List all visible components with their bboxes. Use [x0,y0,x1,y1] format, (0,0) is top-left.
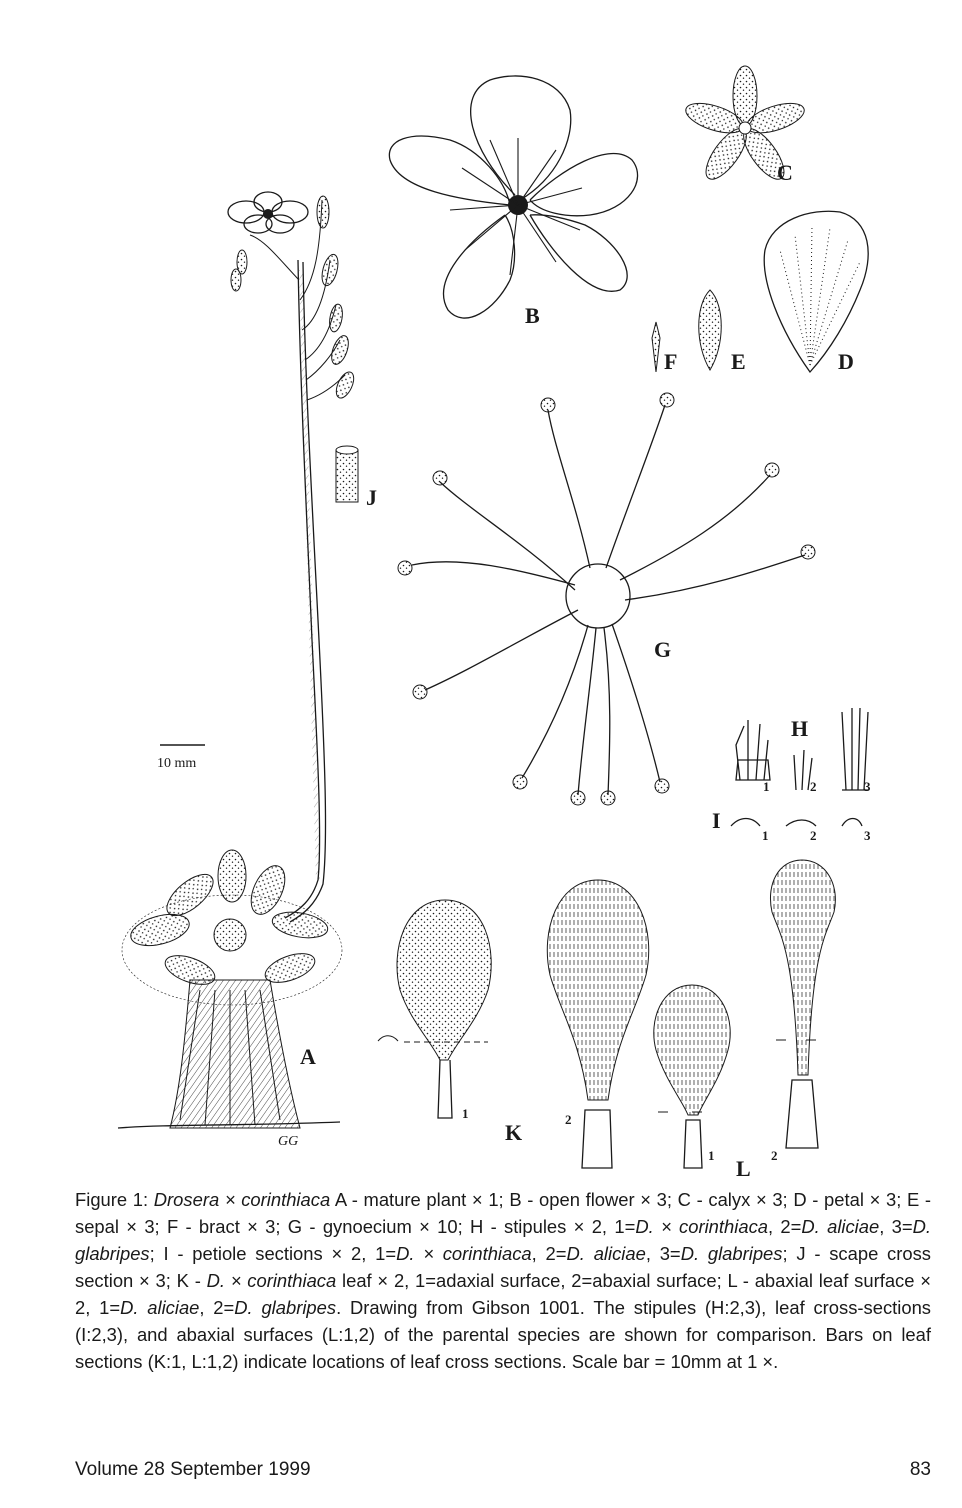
caption-i3-species: D. glabripes [680,1243,783,1264]
panel-label-k: K [505,1120,523,1145]
stipule-label-3: 3 [864,779,871,794]
petal-drawing [764,211,868,374]
caption-i1-species: D. × corinthiaca [396,1243,532,1264]
caption-separator: , 2= [531,1243,567,1264]
caption-h2-species: D. aliciae [801,1216,880,1237]
caption-text-part4: leaf × 2, 1=adaxial surface, 2=abaxial surface; L - abaxial leaf surface × 2, 1= [75,1270,931,1318]
caption-k1-species: D. × corinthiaca [206,1270,337,1291]
caption-figure-label: Figure 1: [75,1189,154,1210]
stipules-drawing [736,708,871,794]
page-number: 83 [909,1459,931,1480]
caption-text-part3: ; J - scape cross section × 3; K - [75,1243,931,1291]
caption-text-part2: ; I - petiole sections × 2, 1= [149,1243,397,1264]
open-flower-drawing [389,76,637,328]
caption-separator: , 2= [768,1216,802,1237]
caption-separator: , 3= [645,1243,681,1264]
journal-info: Volume 28 September 1999 [75,1459,311,1480]
caption-i2-species: D. aliciae [566,1243,646,1264]
panel-label-f: F [664,349,678,374]
leaf-k-drawings [378,880,649,1168]
leaf-k1-label: 1 [462,1106,469,1121]
caption-separator: , 3= [879,1216,913,1237]
artist-signature: GG [278,1134,299,1149]
caption-text-part1: A - mature plant × 1; B - open flower × 3; C - calyx × 3; D - petal × 3; E - sepal × 3; F - bract × 3; G - gynoecium × 10; H - stipules × 2, 1= [75,1189,931,1237]
panel-label-e: E [731,349,746,374]
panel-label-d: D [838,349,854,374]
petiole-sections-drawing [712,808,871,843]
leaf-l1-label: 1 [708,1148,715,1163]
scale-bar [157,745,205,771]
gynoecium-drawing [398,393,815,805]
stipule-label-2: 2 [810,779,817,794]
caption-l1-species: D. aliciae [120,1297,200,1318]
caption-species-name: Drosera × corinthiaca [153,1189,331,1210]
panel-label-c: C [777,160,793,185]
leaf-l2-glabripes [770,860,835,1163]
mature-plant-drawing [118,192,357,1149]
leaf-l2-label: 2 [771,1148,778,1163]
caption-l2-species: D. glabripes [234,1297,337,1318]
caption-separator: , 2= [199,1297,235,1318]
calyx-drawing [682,66,807,185]
panel-label-g: G [654,637,672,662]
petiole-label-2: 2 [810,828,817,843]
leaf-k2-abaxial [547,880,648,1168]
caption-h1-species: D. × corinthiaca [635,1216,768,1237]
leaf-k1-adaxial [378,900,491,1121]
sepal-drawing [699,290,746,374]
bract-drawing [652,322,677,374]
petiole-label-1: 1 [762,828,769,843]
panel-label-a: A [300,1044,316,1069]
panel-label-b: B [525,303,540,328]
scape-cross-section-drawing [336,446,377,510]
petiole-label-3: 3 [864,828,871,843]
leaf-l-drawings [654,860,836,1180]
leaf-l1-aliciae [654,985,730,1168]
figure-caption [75,1186,931,1375]
leaf-k2-label: 2 [565,1112,572,1127]
panel-label-i: I [712,808,721,833]
panel-label-j: J [366,485,377,510]
panel-label-h: H [791,716,809,741]
caption-text-part5: . Drawing from Gibson 1001. The stipules (H:2,3), leaf cross-sections (I:2,3), and abaxial surfaces (L:1,2) of the parental species are shown for comparison. Bars on leaf sections (K:1, L:1,2) indicate locations of leaf cross sections. Scale bar = 10mm at 1 ×. [75,1297,931,1372]
panel-label-l: L [736,1156,751,1180]
scale-bar-label: 10 mm [157,756,197,771]
caption-h3-species: D. glabripes [75,1216,932,1264]
stipule-label-1: 1 [763,779,770,794]
